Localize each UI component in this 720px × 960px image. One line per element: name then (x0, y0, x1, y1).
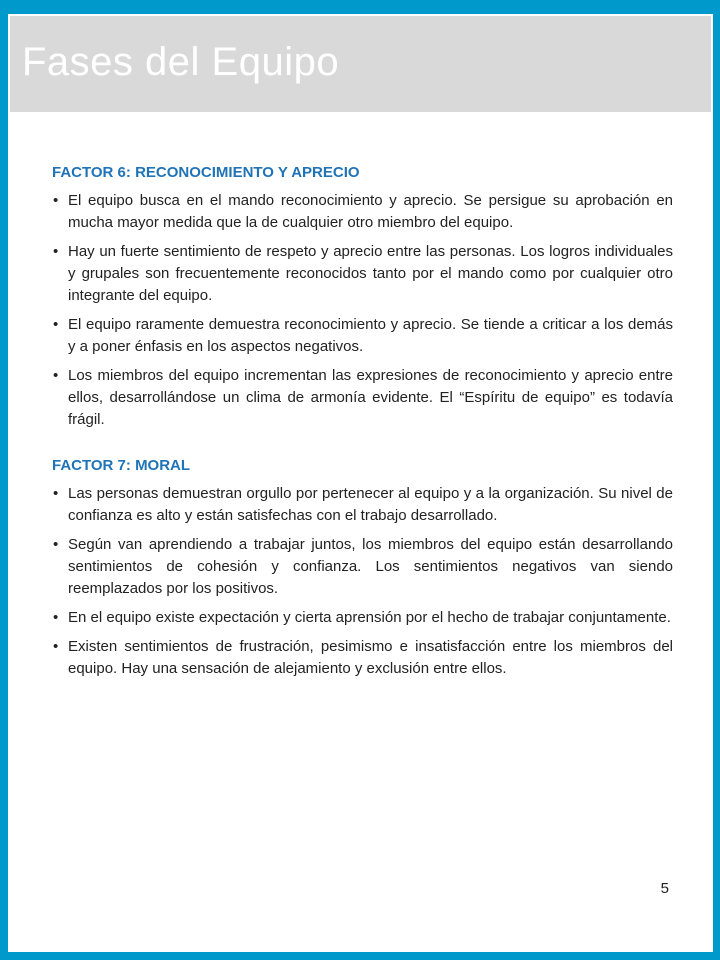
bullet-icon: • (53, 638, 59, 655)
list-item (52, 365, 673, 431)
bullet-list (52, 190, 673, 431)
bullet-icon: • (53, 243, 59, 260)
list-item (52, 314, 673, 358)
list-item (52, 636, 673, 680)
list-item (52, 534, 673, 600)
bullet-icon: • (53, 485, 59, 502)
section-factor-6 (52, 164, 673, 431)
list-item-text: Según van aprendiendo a trabajar juntos, los miembros del equipo están desarrollando sentimientos de cohesión y confianza. Los sentimientos negativos van siendo reemplazados por los positivos. (68, 536, 673, 597)
bullet-icon: • (53, 609, 59, 626)
list-item-text: En el equipo existe expectación y cierta aprensión por el hecho de trabajar conjuntamente. (68, 609, 671, 626)
page-title: Fases del Equipo (22, 40, 340, 84)
page-number: 5 (660, 880, 669, 897)
title-banner (10, 16, 711, 112)
list-item-text: Los miembros del equipo incrementan las expresiones de reconocimiento y aprecio entre ellos, desarrollándose un clima de armonía evidente. El “Espíritu de equipo” es todavía frágil. (68, 367, 673, 428)
section-heading: FACTOR 6: RECONOCIMIENTO Y APRECIO (52, 164, 360, 181)
list-item-text: El equipo raramente demuestra reconocimiento y aprecio. Se tiende a criticar a los demás y a poner énfasis en los aspectos negativos. (68, 316, 673, 355)
list-item (52, 190, 673, 234)
list-item-text: Las personas demuestran orgullo por pertenecer al equipo y a la organización. Su nivel de confianza es alto y están satisfechas con el trabajo desarrollado. (68, 485, 673, 524)
list-item-text: Existen sentimientos de frustración, pesimismo e insatisfacción entre los miembros del equipo. Hay una sensación de alejamiento y exclusión entre ellos. (68, 638, 673, 677)
section-factor-7 (52, 457, 673, 680)
list-item-text: El equipo busca en el mando reconocimiento y aprecio. Se persigue su aprobación en mucha mayor medida que la de cualquier otro miembro del equipo. (68, 192, 673, 231)
bullet-icon: • (53, 367, 59, 384)
content-area (52, 164, 673, 706)
list-item (52, 483, 673, 527)
list-item (52, 241, 673, 307)
bullet-list (52, 483, 673, 680)
bullet-icon: • (53, 536, 59, 553)
list-item-text: Hay un fuerte sentimiento de respeto y aprecio entre las personas. Los logros individuales y grupales son frecuentemente reconocidos tanto por el mando como por cualquier otro integrante del equipo. (68, 243, 673, 304)
section-heading: FACTOR 7: MORAL (52, 457, 191, 474)
bullet-icon: • (53, 192, 59, 209)
bullet-icon: • (53, 316, 59, 333)
slide-page (8, 14, 713, 952)
list-item (52, 607, 673, 629)
